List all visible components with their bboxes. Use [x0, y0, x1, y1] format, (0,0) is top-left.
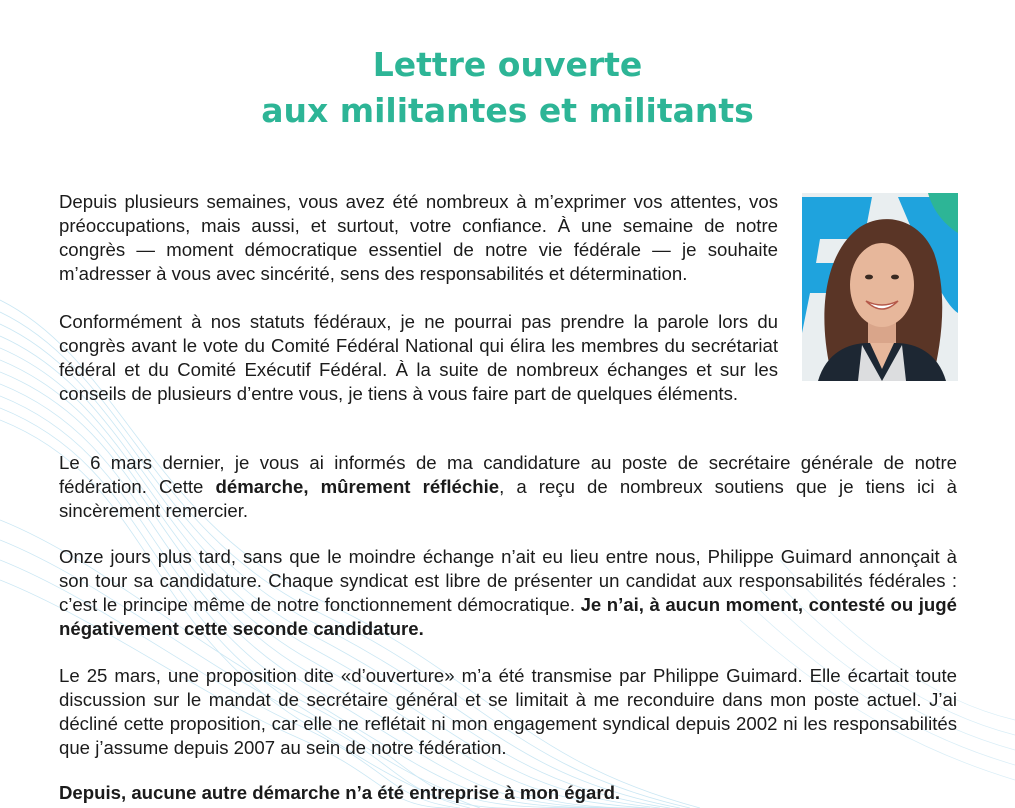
- paragraph-3-text-start: Le 6 mars dernier, je vous ai informés de ma candidature au poste de secrétaire générale de notre fédération. Cette: [59, 452, 957, 497]
- paragraph-5: Le 25 mars, une proposition dite «d’ouverture» m’a été transmise par Philippe Guimard. Elle écartait toute discussion sur le mandat de secrétaire général et se limitait à me reconduire dans mon poste actuel. J’ai décliné cette proposition, car elle ne reflétait ni mon engagement syndical depuis 2002 ni les responsabilités que j’assume depuis 2007 au sein de notre fédération.: [59, 665, 957, 758]
- paragraph-2: Conformément à nos statuts fédéraux, je ne pourrai pas prendre la parole lors du congrès avant le vote du Comité Fédéral National qui élira les membres du secrétariat fédéral et du Comité Exécutif Fédéral. À la suite de nombreux échanges et sur les conseils de plusieurs d’entre vous, je tiens à vous faire part de quelques éléments.: [59, 311, 778, 404]
- paragraph-1: Depuis plusieurs semaines, vous avez été nombreux à m’exprimer vos attentes, vos préoccupations, mais aussi, et surtout, votre confiance. À une semaine de notre congrès — moment démocratique essentiel de notre vie fédérale — je souhaite m’adresser à vous avec sincérité, sens des responsabilités et détermination.: [59, 191, 778, 284]
- paragraph-4: [59, 545, 957, 641]
- paragraph-6-bold: Depuis, aucune autre démarche n’a été entreprise à mon égard.: [59, 782, 621, 803]
- paragraph-3: [59, 451, 957, 523]
- paragraph-6: [59, 781, 957, 805]
- page-title: [0, 42, 1015, 134]
- title-line-2: aux militantes et militants: [261, 91, 754, 130]
- author-photo: [802, 193, 958, 381]
- paragraph-3-text-end: , a reçu de nombreux soutiens que je tiens ici à sincèrement remercier.: [59, 476, 957, 521]
- paragraph-3-bold: démarche, mûrement réfléchie: [215, 476, 500, 497]
- paragraph-4-text: Onze jours plus tard, sans que le moindre échange n’ait eu lieu entre nous, Philippe Guimard annonçait à son tour sa candidature. Chaque syndicat est libre de présenter un candidat aux responsabilités fédérales : c’est le principe même de notre fonctionnement démocratique.: [59, 546, 957, 615]
- title-line-1: Lettre ouverte: [372, 45, 643, 84]
- paragraph-4-bold: Je n’ai, à aucun moment, contesté ou jugé négativement cette seconde candidature.: [59, 594, 957, 639]
